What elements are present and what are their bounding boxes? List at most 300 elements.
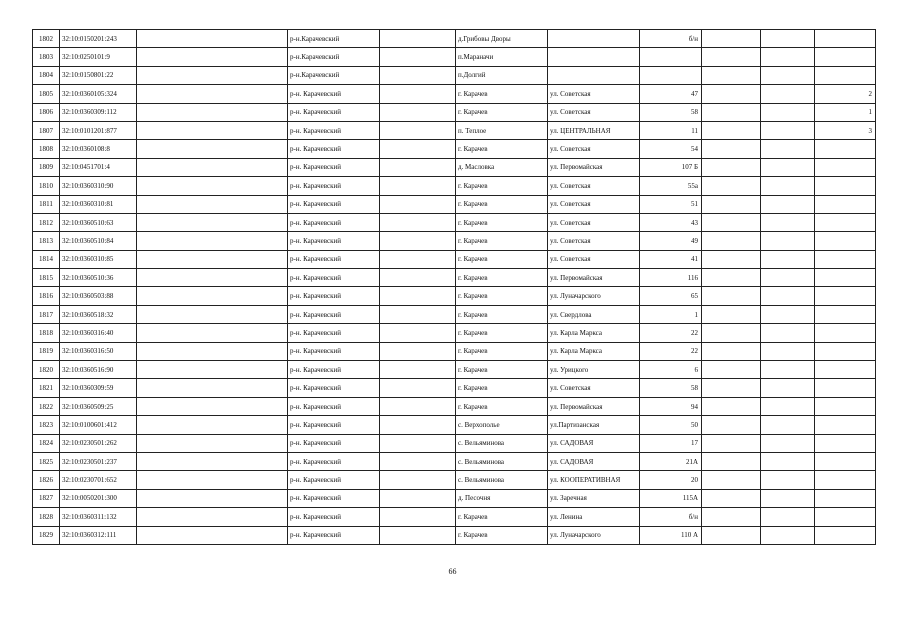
blank-col-cell (380, 416, 456, 434)
cadastral-number-cell: 32:10:0360311:132 (60, 508, 137, 526)
settlement-cell: д. Песочня (456, 489, 548, 507)
blank-col-cell (380, 434, 456, 452)
blank-col-cell (137, 452, 288, 470)
blank-col-cell (702, 177, 761, 195)
count-cell (815, 232, 876, 250)
count-cell (815, 361, 876, 379)
table-row (33, 232, 876, 250)
cadastral-number-cell: 32:10:0360105:324 (60, 85, 137, 103)
blank-col-cell (761, 324, 815, 342)
street-cell: ул. Урицкого (548, 361, 640, 379)
cadastral-number-cell: 32:10:0360518:32 (60, 305, 137, 323)
blank-col-cell (761, 342, 815, 360)
blank-col-cell (702, 361, 761, 379)
district-cell: р-н. Карачевский (288, 434, 380, 452)
row-number-cell: 1806 (33, 103, 60, 121)
table-row (33, 361, 876, 379)
table-row (33, 85, 876, 103)
blank-col-cell (761, 177, 815, 195)
blank-col-cell (380, 269, 456, 287)
blank-col-cell (761, 508, 815, 526)
cadastral-number-cell: 32:10:0451701:4 (60, 158, 137, 176)
table-row (33, 30, 876, 48)
district-cell: р-н. Карачевский (288, 103, 380, 121)
count-cell (815, 140, 876, 158)
count-cell (815, 526, 876, 544)
table-row (33, 158, 876, 176)
district-cell: р-н. Карачевский (288, 140, 380, 158)
table-row (33, 269, 876, 287)
blank-col-cell (137, 85, 288, 103)
blank-col-cell (702, 379, 761, 397)
house-number-cell: 115А (640, 489, 702, 507)
street-cell: ул. Заречная (548, 489, 640, 507)
row-number-cell: 1826 (33, 471, 60, 489)
blank-col-cell (380, 361, 456, 379)
blank-col-cell (702, 121, 761, 139)
blank-col-cell (380, 452, 456, 470)
row-number-cell: 1805 (33, 85, 60, 103)
blank-col-cell (137, 397, 288, 415)
blank-col-cell (761, 379, 815, 397)
blank-col-cell (702, 508, 761, 526)
table-row (33, 434, 876, 452)
blank-col-cell (137, 434, 288, 452)
row-number-cell: 1802 (33, 30, 60, 48)
settlement-cell: г. Карачев (456, 361, 548, 379)
house-number-cell: 51 (640, 195, 702, 213)
blank-col-cell (761, 158, 815, 176)
cadastral-number-cell: 32:10:0360510:36 (60, 269, 137, 287)
cadastral-number-cell: 32:10:0230701:652 (60, 471, 137, 489)
street-cell: ул. Советская (548, 379, 640, 397)
settlement-cell: с. Вельяминова (456, 434, 548, 452)
count-cell (815, 177, 876, 195)
table-row (33, 471, 876, 489)
blank-col-cell (137, 416, 288, 434)
blank-col-cell (702, 232, 761, 250)
blank-col-cell (137, 140, 288, 158)
count-cell (815, 305, 876, 323)
settlement-cell: д.Грибовы Дворы (456, 30, 548, 48)
table-row (33, 397, 876, 415)
blank-col-cell (380, 48, 456, 66)
blank-col-cell (702, 305, 761, 323)
blank-col-cell (761, 195, 815, 213)
blank-col-cell (380, 158, 456, 176)
blank-col-cell (380, 30, 456, 48)
blank-col-cell (761, 361, 815, 379)
house-number-cell: 6 (640, 361, 702, 379)
settlement-cell: г. Карачев (456, 379, 548, 397)
house-number-cell: 43 (640, 213, 702, 231)
count-cell (815, 416, 876, 434)
blank-col-cell (380, 489, 456, 507)
blank-col-cell (137, 489, 288, 507)
blank-col-cell (137, 526, 288, 544)
house-number-cell (640, 48, 702, 66)
table-row (33, 48, 876, 66)
blank-col-cell (380, 85, 456, 103)
cadastral-number-cell: 32:10:0360516:90 (60, 361, 137, 379)
blank-col-cell (761, 416, 815, 434)
settlement-cell: п.Долгий (456, 66, 548, 84)
blank-col-cell (702, 30, 761, 48)
blank-col-cell (761, 434, 815, 452)
street-cell: ул. Советская (548, 232, 640, 250)
blank-col-cell (137, 30, 288, 48)
row-number-cell: 1822 (33, 397, 60, 415)
cadastral-number-cell: 32:10:0360509:25 (60, 397, 137, 415)
blank-col-cell (137, 305, 288, 323)
street-cell: ул. Первомайская (548, 158, 640, 176)
settlement-cell: с. Верхополье (456, 416, 548, 434)
district-cell: р-н. Карачевский (288, 305, 380, 323)
blank-col-cell (702, 397, 761, 415)
table-row (33, 416, 876, 434)
street-cell: ул. Советская (548, 250, 640, 268)
blank-col-cell (702, 342, 761, 360)
blank-col-cell (380, 379, 456, 397)
table-row (33, 508, 876, 526)
count-cell: 3 (815, 121, 876, 139)
house-number-cell: 41 (640, 250, 702, 268)
blank-col-cell (137, 213, 288, 231)
row-number-cell: 1807 (33, 121, 60, 139)
district-cell: р-н. Карачевский (288, 269, 380, 287)
district-cell: р-н. Карачевский (288, 489, 380, 507)
street-cell: ул. Луначарского (548, 526, 640, 544)
cadastral-number-cell: 32:10:0360316:50 (60, 342, 137, 360)
house-number-cell: 21А (640, 452, 702, 470)
blank-col-cell (761, 85, 815, 103)
table-row (33, 287, 876, 305)
house-number-cell: 1 (640, 305, 702, 323)
count-cell (815, 489, 876, 507)
district-cell: р-н. Карачевский (288, 287, 380, 305)
row-number-cell: 1827 (33, 489, 60, 507)
blank-col-cell (761, 489, 815, 507)
district-cell: р-н. Карачевский (288, 85, 380, 103)
blank-col-cell (761, 269, 815, 287)
table-row (33, 66, 876, 84)
street-cell: ул. Карла Маркса (548, 324, 640, 342)
count-cell (815, 471, 876, 489)
house-number-cell: 55а (640, 177, 702, 195)
blank-col-cell (137, 177, 288, 195)
district-cell: р-н.Карачевский (288, 48, 380, 66)
blank-col-cell (380, 103, 456, 121)
settlement-cell: с. Вельяминова (456, 452, 548, 470)
row-number-cell: 1818 (33, 324, 60, 342)
table-row (33, 195, 876, 213)
property-table (32, 29, 876, 545)
district-cell: р-н.Карачевский (288, 66, 380, 84)
table-row (33, 103, 876, 121)
blank-col-cell (137, 232, 288, 250)
street-cell: ул. Первомайская (548, 269, 640, 287)
blank-col-cell (380, 177, 456, 195)
table-row (33, 250, 876, 268)
street-cell (548, 48, 640, 66)
table-row (33, 324, 876, 342)
blank-col-cell (761, 121, 815, 139)
district-cell: р-н. Карачевский (288, 508, 380, 526)
street-cell: ул. Ленина (548, 508, 640, 526)
street-cell: ул. Советская (548, 85, 640, 103)
count-cell (815, 452, 876, 470)
blank-col-cell (761, 140, 815, 158)
blank-col-cell (137, 471, 288, 489)
house-number-cell: б/н (640, 508, 702, 526)
district-cell: р-н. Карачевский (288, 158, 380, 176)
table-row (33, 305, 876, 323)
settlement-cell: п.Мараначи (456, 48, 548, 66)
row-number-cell: 1809 (33, 158, 60, 176)
blank-col-cell (137, 48, 288, 66)
blank-col-cell (380, 232, 456, 250)
blank-col-cell (702, 85, 761, 103)
row-number-cell: 1808 (33, 140, 60, 158)
blank-col-cell (702, 416, 761, 434)
blank-col-cell (137, 287, 288, 305)
cadastral-number-cell: 32:10:0360310:85 (60, 250, 137, 268)
blank-col-cell (761, 103, 815, 121)
settlement-cell: г. Карачев (456, 305, 548, 323)
cadastral-number-cell: 32:10:0150801:22 (60, 66, 137, 84)
count-cell (815, 195, 876, 213)
district-cell: р-н. Карачевский (288, 379, 380, 397)
settlement-cell: г. Карачев (456, 85, 548, 103)
house-number-cell: 107 Б (640, 158, 702, 176)
settlement-cell: г. Карачев (456, 397, 548, 415)
blank-col-cell (137, 508, 288, 526)
table-row (33, 489, 876, 507)
street-cell (548, 66, 640, 84)
blank-col-cell (702, 158, 761, 176)
blank-col-cell (761, 66, 815, 84)
row-number-cell: 1804 (33, 66, 60, 84)
row-number-cell: 1823 (33, 416, 60, 434)
blank-col-cell (761, 232, 815, 250)
blank-col-cell (761, 213, 815, 231)
street-cell (548, 30, 640, 48)
blank-col-cell (137, 324, 288, 342)
count-cell (815, 342, 876, 360)
district-cell: р-н. Карачевский (288, 213, 380, 231)
blank-col-cell (761, 397, 815, 415)
blank-col-cell (702, 103, 761, 121)
street-cell: ул. Советская (548, 103, 640, 121)
street-cell: ул. Карла Маркса (548, 342, 640, 360)
page-number: 66 (448, 567, 457, 576)
blank-col-cell (702, 213, 761, 231)
street-cell: ул. Советская (548, 195, 640, 213)
count-cell (815, 324, 876, 342)
blank-col-cell (137, 250, 288, 268)
settlement-cell: г. Карачев (456, 269, 548, 287)
table-row (33, 379, 876, 397)
blank-col-cell (761, 30, 815, 48)
cadastral-number-cell: 32:10:0360309:59 (60, 379, 137, 397)
count-cell: 2 (815, 85, 876, 103)
house-number-cell: б/н (640, 30, 702, 48)
settlement-cell: д. Масловка (456, 158, 548, 176)
district-cell: р-н. Карачевский (288, 177, 380, 195)
blank-col-cell (137, 121, 288, 139)
street-cell: ул. ЦЕНТРАЛЬНАЯ (548, 121, 640, 139)
table-row (33, 342, 876, 360)
blank-col-cell (702, 434, 761, 452)
street-cell: ул.Партизанская (548, 416, 640, 434)
blank-col-cell (702, 250, 761, 268)
row-number-cell: 1825 (33, 452, 60, 470)
row-number-cell: 1812 (33, 213, 60, 231)
blank-col-cell (137, 379, 288, 397)
row-number-cell: 1824 (33, 434, 60, 452)
blank-col-cell (137, 158, 288, 176)
row-number-cell: 1815 (33, 269, 60, 287)
settlement-cell: г. Карачев (456, 250, 548, 268)
street-cell: ул. Луначарского (548, 287, 640, 305)
blank-col-cell (761, 471, 815, 489)
settlement-cell: г. Карачев (456, 103, 548, 121)
house-number-cell (640, 66, 702, 84)
district-cell: р-н. Карачевский (288, 232, 380, 250)
blank-col-cell (380, 471, 456, 489)
house-number-cell: 22 (640, 324, 702, 342)
row-number-cell: 1803 (33, 48, 60, 66)
settlement-cell: г. Карачев (456, 177, 548, 195)
blank-col-cell (137, 195, 288, 213)
blank-col-cell (380, 526, 456, 544)
street-cell: ул. Советская (548, 177, 640, 195)
blank-col-cell (702, 287, 761, 305)
settlement-cell: г. Карачев (456, 508, 548, 526)
row-number-cell: 1814 (33, 250, 60, 268)
row-number-cell: 1829 (33, 526, 60, 544)
blank-col-cell (380, 213, 456, 231)
district-cell: р-н. Карачевский (288, 416, 380, 434)
row-number-cell: 1828 (33, 508, 60, 526)
row-number-cell: 1819 (33, 342, 60, 360)
blank-col-cell (702, 48, 761, 66)
house-number-cell: 47 (640, 85, 702, 103)
district-cell: р-н. Карачевский (288, 361, 380, 379)
row-number-cell: 1813 (33, 232, 60, 250)
cadastral-number-cell: 32:10:0050201:300 (60, 489, 137, 507)
district-cell: р-н. Карачевский (288, 250, 380, 268)
street-cell: ул. САДОВАЯ (548, 434, 640, 452)
table-row (33, 526, 876, 544)
blank-col-cell (380, 324, 456, 342)
street-cell: ул. Советская (548, 140, 640, 158)
count-cell (815, 287, 876, 305)
cadastral-number-cell: 32:10:0360310:90 (60, 177, 137, 195)
row-number-cell: 1820 (33, 361, 60, 379)
cadastral-number-cell: 32:10:0360309:112 (60, 103, 137, 121)
cadastral-number-cell: 32:10:0360312:111 (60, 526, 137, 544)
district-cell: р-н. Карачевский (288, 342, 380, 360)
cadastral-number-cell: 32:10:0360503:88 (60, 287, 137, 305)
blank-col-cell (137, 342, 288, 360)
blank-col-cell (761, 250, 815, 268)
count-cell (815, 269, 876, 287)
count-cell (815, 48, 876, 66)
blank-col-cell (702, 324, 761, 342)
district-cell: р-н. Карачевский (288, 526, 380, 544)
blank-col-cell (380, 342, 456, 360)
table-row (33, 177, 876, 195)
table-row (33, 213, 876, 231)
house-number-cell: 58 (640, 103, 702, 121)
blank-col-cell (380, 195, 456, 213)
table-row (33, 140, 876, 158)
cadastral-number-cell: 32:10:0100601:412 (60, 416, 137, 434)
blank-col-cell (702, 66, 761, 84)
blank-col-cell (702, 526, 761, 544)
cadastral-number-cell: 32:10:0360316:40 (60, 324, 137, 342)
blank-col-cell (380, 121, 456, 139)
settlement-cell: г. Карачев (456, 324, 548, 342)
blank-col-cell (380, 397, 456, 415)
blank-col-cell (380, 250, 456, 268)
house-number-cell: 58 (640, 379, 702, 397)
row-number-cell: 1810 (33, 177, 60, 195)
blank-col-cell (702, 140, 761, 158)
count-cell: 1 (815, 103, 876, 121)
blank-col-cell (702, 489, 761, 507)
row-number-cell: 1821 (33, 379, 60, 397)
blank-col-cell (380, 66, 456, 84)
cadastral-number-cell: 32:10:0360510:84 (60, 232, 137, 250)
settlement-cell: г. Карачев (456, 232, 548, 250)
settlement-cell: с. Вельяминова (456, 471, 548, 489)
house-number-cell: 11 (640, 121, 702, 139)
street-cell: ул. КООПЕРАТИВНАЯ (548, 471, 640, 489)
blank-col-cell (137, 361, 288, 379)
settlement-cell: г. Карачев (456, 342, 548, 360)
blank-col-cell (137, 66, 288, 84)
settlement-cell: г. Карачев (456, 526, 548, 544)
count-cell (815, 66, 876, 84)
cadastral-number-cell: 32:10:0360510:63 (60, 213, 137, 231)
street-cell: ул. САДОВАЯ (548, 452, 640, 470)
row-number-cell: 1816 (33, 287, 60, 305)
house-number-cell: 94 (640, 397, 702, 415)
settlement-cell: п. Теплое (456, 121, 548, 139)
blank-col-cell (137, 269, 288, 287)
cadastral-number-cell: 32:10:0150201:243 (60, 30, 137, 48)
district-cell: р-н. Карачевский (288, 452, 380, 470)
district-cell: р-н. Карачевский (288, 121, 380, 139)
house-number-cell: 54 (640, 140, 702, 158)
row-number-cell: 1817 (33, 305, 60, 323)
house-number-cell: 20 (640, 471, 702, 489)
blank-col-cell (380, 287, 456, 305)
count-cell (815, 30, 876, 48)
district-cell: р-н. Карачевский (288, 471, 380, 489)
blank-col-cell (761, 48, 815, 66)
district-cell: р-н.Карачевский (288, 30, 380, 48)
street-cell: ул. Советская (548, 213, 640, 231)
table-body (33, 30, 876, 545)
count-cell (815, 508, 876, 526)
count-cell (815, 379, 876, 397)
house-number-cell: 116 (640, 269, 702, 287)
blank-col-cell (380, 140, 456, 158)
settlement-cell: г. Карачев (456, 140, 548, 158)
